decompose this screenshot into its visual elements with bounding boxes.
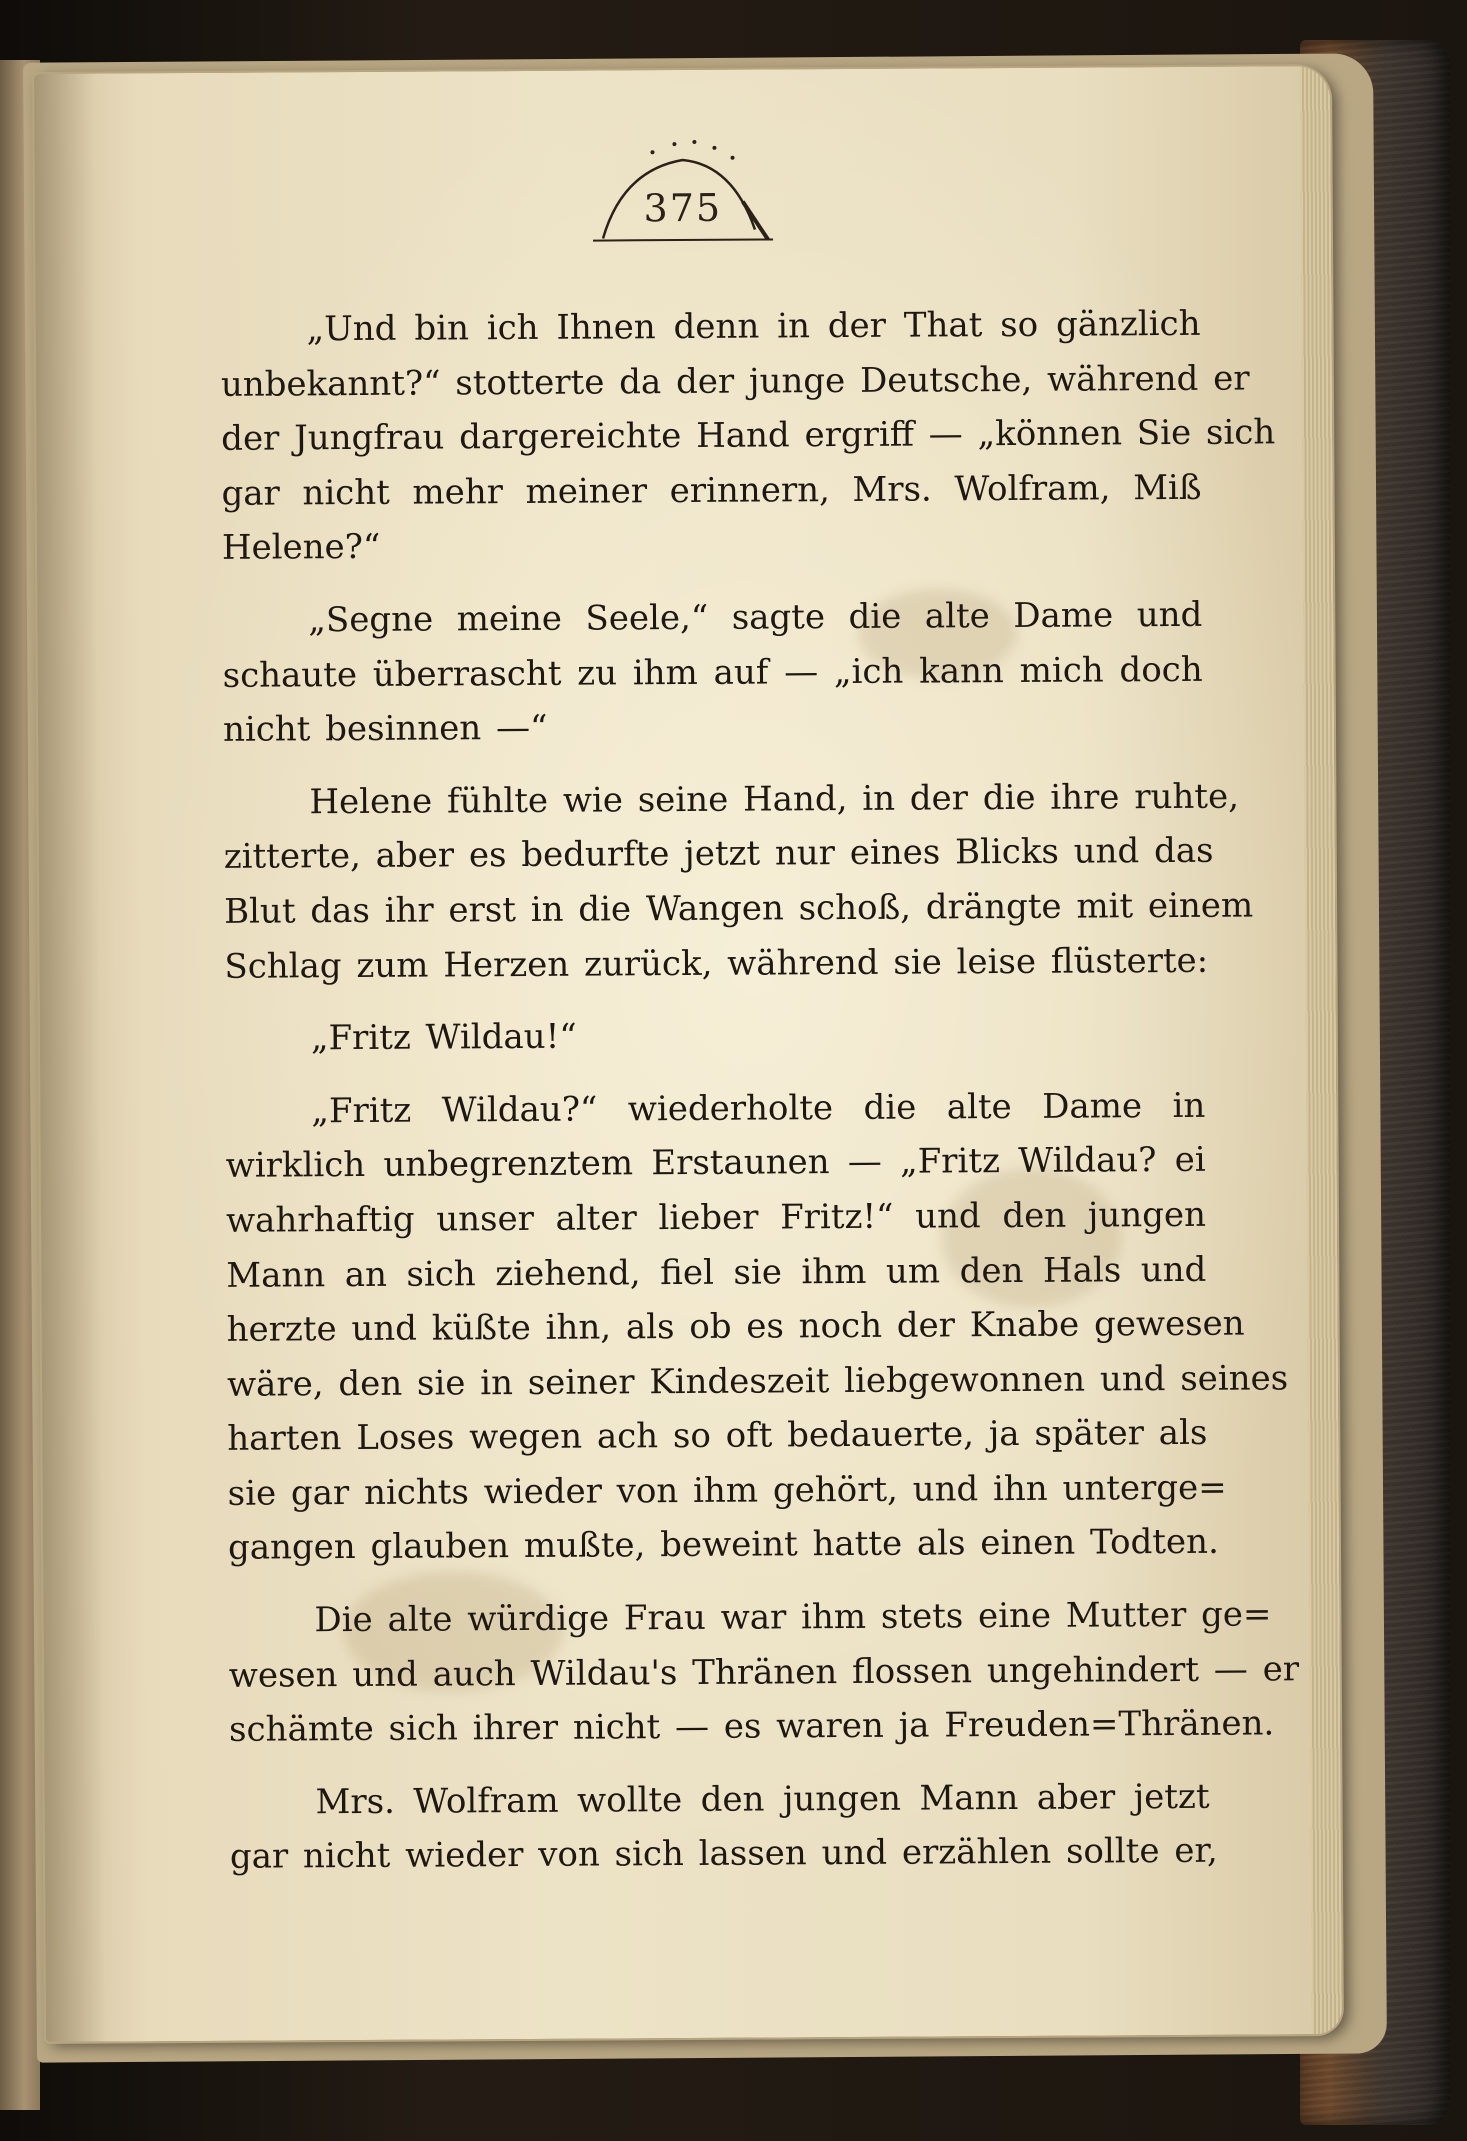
text-line: der Jungfrau dargereichte Hand ergriff — „können Sie sich xyxy=(221,412,1276,460)
book-page xyxy=(34,66,1342,2042)
paragraph xyxy=(228,1588,1300,1758)
text-line: wirklich unbegrenztem Erstaunen — „Fritz Wildau? ei xyxy=(225,1140,1206,1187)
paragraph xyxy=(229,1770,1218,1885)
text-line: „Fritz Wildau?“ wiederholte die alte Dame in xyxy=(311,1085,1206,1132)
page-number: 375 xyxy=(643,185,723,231)
text-line: gangen glauben mußte, beweint hatte als einen Todten. xyxy=(227,1522,1219,1569)
text-line: sie gar nichts wieder von ihm gehört, und ihn unterge= xyxy=(227,1467,1227,1514)
text-line: Blut das ihr erst in die Wangen schoß, drängte mit einem xyxy=(224,885,1254,932)
text-line: zitterte, aber es bedurfte jetzt nur eines Blicks und das xyxy=(223,831,1214,878)
text-line: „Segne meine Seele,“ sagte die alte Dame und xyxy=(308,594,1203,641)
paragraph xyxy=(225,1079,1289,1576)
text-line: nicht besinnen —“ xyxy=(222,708,548,750)
text-line: wesen und auch Wildau's Thränen flossen ungehindert — er xyxy=(228,1648,1300,1696)
text-line: „Und bin ich Ihnen denn in der That so gänzlich xyxy=(306,303,1201,350)
text-line: wahrhaftig unser alter lieber Fritz!“ und den jungen xyxy=(225,1194,1207,1241)
text-line: Mrs. Wolfram wollte den jungen Mann aber jetzt xyxy=(315,1776,1210,1823)
paragraph xyxy=(220,297,1276,576)
text-line: Helene?“ xyxy=(221,527,381,569)
text-line: herzte und küßte ihn, als ob es noch der Knabe gewesen xyxy=(226,1303,1245,1350)
page-number-ornament xyxy=(582,129,783,240)
gutter-shade xyxy=(34,74,106,2042)
paragraph xyxy=(222,588,1203,758)
text-line: schämte sich ihrer nicht — es waren ja Freuden=Thränen. xyxy=(228,1703,1275,1751)
page-text xyxy=(220,297,1300,1903)
text-line: „Fritz Wildau!“ xyxy=(310,1016,577,1059)
text-line: harten Loses wegen ach so oft bedauerte, ja später als xyxy=(227,1413,1208,1460)
text-line: Helene fühlte wie seine Hand, in der die ihre ruhte, xyxy=(309,776,1240,823)
text-line: gar nicht mehr meiner erinnern, Mrs. Wolfram, Miß xyxy=(221,467,1202,514)
text-line: Die alte würdige Frau war ihm stets eine Mutter ge= xyxy=(314,1594,1272,1641)
text-line: wäre, den sie in seiner Kindeszeit liebgewonnen und seines xyxy=(226,1358,1289,1405)
paragraph xyxy=(225,1006,1205,1067)
text-line: schaute überrascht zu ihm auf — „ich kann mich doch xyxy=(222,649,1203,696)
text-line: unbekannt?“ stotterte da der junge Deutsche, während er xyxy=(220,358,1250,405)
text-line: Schlag zum Herzen zurück, während sie leise flüsterte: xyxy=(224,940,1209,987)
text-line: gar nicht wieder von sich lassen und erzählen sollte er, xyxy=(229,1831,1218,1878)
paragraph xyxy=(223,770,1254,994)
text-line: Mann an sich ziehend, fiel sie ihm um den Hals und xyxy=(226,1249,1207,1296)
